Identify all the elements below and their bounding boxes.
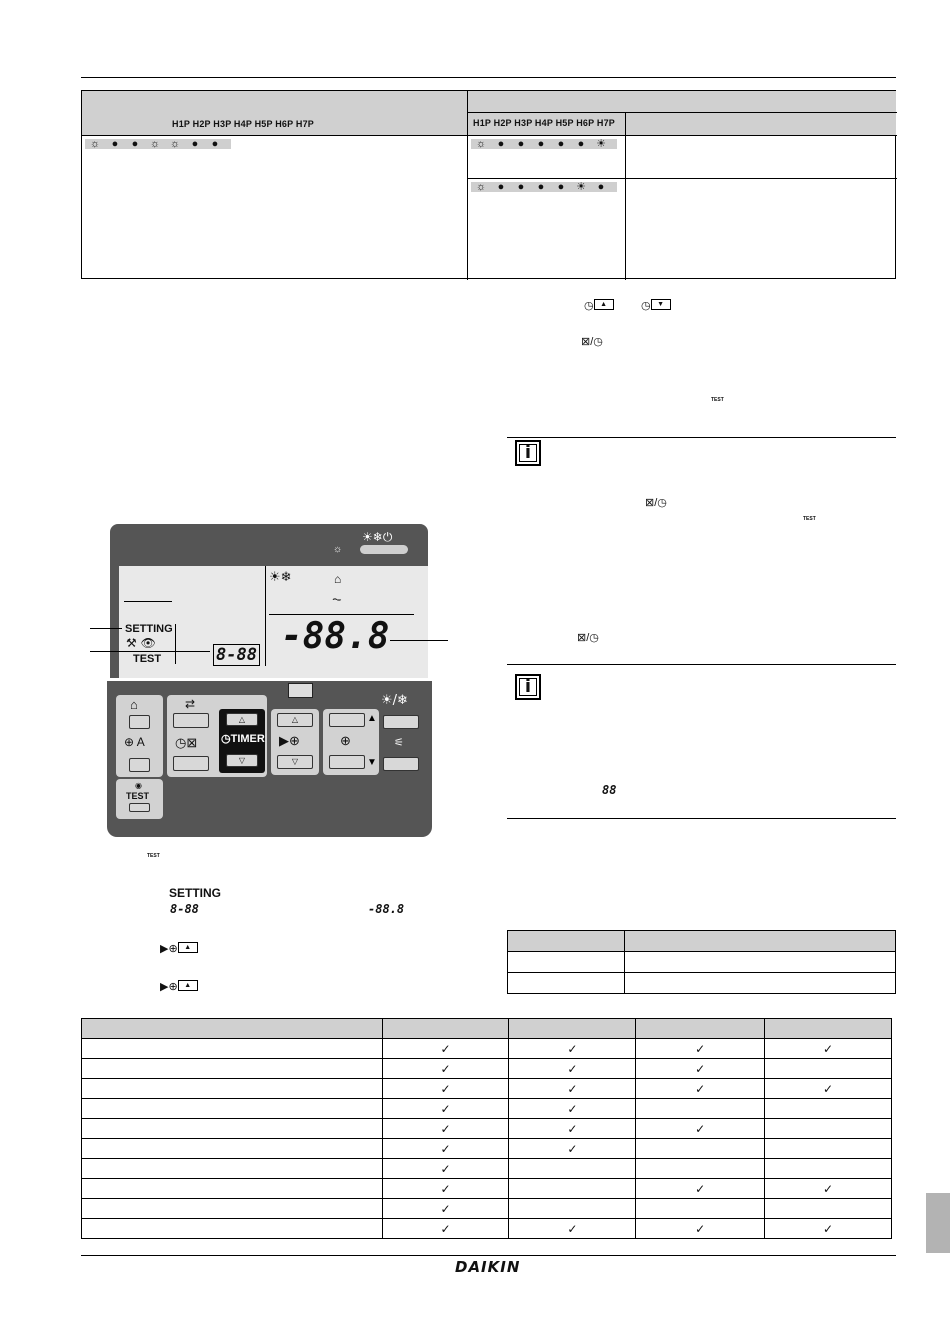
setback-button[interactable]	[173, 713, 209, 728]
big-display-note: -88.8	[368, 902, 405, 916]
wrench-eye-icon: ⚒ 👁	[126, 636, 156, 650]
timer-down-button[interactable]: ▽	[226, 754, 258, 767]
setback-icon: ⇄	[185, 697, 196, 711]
chapter-tab	[926, 1193, 950, 1253]
onoff-button[interactable]	[360, 545, 408, 554]
shower-icon: ⚟	[394, 737, 404, 749]
water-temp-up-glyph-2: ▶⊕ ▲	[160, 977, 198, 995]
led-h2p: ●	[497, 181, 505, 193]
water-temp-key-group	[271, 709, 319, 775]
led-h1p: ☼	[475, 181, 487, 193]
test-key-group	[116, 779, 163, 819]
water-temp-icon: ▶⊕	[160, 943, 178, 955]
water-temp-down-button[interactable]: ▽	[277, 755, 313, 769]
led-h1p: ☼	[475, 138, 487, 150]
table-row: ✓ ✓ ✓ ✓	[82, 1039, 892, 1059]
led-status-table	[81, 90, 896, 279]
heat-cool-icon: ☀/❄	[381, 693, 408, 708]
left-header-cell	[82, 91, 467, 135]
description-header-cell	[626, 113, 896, 135]
small-display-box	[213, 644, 260, 666]
table-row: ✓ ✓	[82, 1099, 892, 1119]
water-temp-up-button[interactable]: △	[277, 713, 313, 727]
table-row: ✓	[82, 1199, 892, 1219]
led-h4p: ●	[537, 181, 545, 193]
hot-water-button[interactable]	[383, 757, 419, 771]
test-small-icon-note: TEST	[147, 853, 160, 859]
timer-key-group	[167, 695, 267, 777]
right-header-cell	[468, 91, 896, 112]
timer-block	[219, 709, 265, 773]
right-led-header: H1P H2P H3P H4P H5P H6P H7P	[473, 118, 615, 128]
led-h3p: ●	[131, 138, 139, 150]
table-row: ✓	[82, 1159, 892, 1179]
led-h3p: ●	[517, 181, 525, 193]
test-label: TEST	[133, 653, 162, 665]
small-table	[507, 930, 896, 994]
table-row: ✓ ✓	[82, 1139, 892, 1159]
timer-up-button[interactable]: △	[226, 713, 258, 726]
feature-table	[81, 1018, 892, 1239]
up-button-icon: ▲	[594, 299, 614, 310]
left-led-strip	[85, 139, 231, 149]
table-row: ✓ ✓ ✓	[82, 1059, 892, 1079]
up-arrow-icon: ▲	[367, 713, 377, 724]
setting-note: SETTING	[169, 886, 222, 900]
heater-icon: ⏦	[332, 592, 342, 606]
timer-up-glyph	[584, 296, 614, 314]
small-display-note: 8-88	[170, 902, 199, 916]
test-small-icon-info1: TEST	[803, 516, 816, 522]
test-button[interactable]	[129, 803, 150, 812]
room-temp-up-button[interactable]	[329, 713, 365, 727]
led-h5p: ☼	[169, 138, 181, 150]
controller-keypad	[107, 681, 432, 837]
water-temp-icon: ▶⊕	[160, 981, 178, 993]
test-button-label: TEST	[126, 791, 150, 801]
house-icon: ⌂	[130, 697, 138, 712]
thermometer-icon: ⊕	[340, 733, 351, 748]
timer-down-glyph	[641, 296, 671, 314]
center-key[interactable]	[288, 683, 313, 698]
house-icon: ⌂	[334, 572, 342, 586]
led-h7p: ☀	[596, 138, 606, 150]
thermo-auto-icon: ⊕ A	[124, 735, 145, 749]
timer-label: ◷TIMER	[221, 733, 265, 745]
small-display: 8-88	[216, 645, 257, 665]
clock-reset-icon: ◷⊠	[175, 735, 198, 750]
eye-icon: ◉	[135, 781, 142, 790]
led-h2p: ●	[111, 138, 119, 150]
led-h6p: ☀	[576, 181, 586, 193]
room-temp-down-button[interactable]	[329, 755, 365, 769]
left-led-header: H1P H2P H3P H4P H5P H6P H7P	[172, 119, 314, 129]
led-h5p: ●	[557, 138, 565, 150]
info-icon: i	[515, 674, 541, 700]
reset-glyph-info1: ⊠/◷	[645, 497, 667, 509]
table-row: ✓ ✓ ✓ ✓	[82, 1219, 892, 1239]
info-icon: i	[515, 440, 541, 466]
led-h1p: ☼	[89, 138, 101, 150]
table-row: ✓ ✓ ✓	[82, 1179, 892, 1199]
lcd-screen	[119, 566, 428, 678]
led-h6p: ●	[577, 138, 585, 150]
header-rule	[81, 77, 896, 78]
room-temp-key-group	[323, 709, 379, 775]
heat-cool-power-icon: ☀❄⏻	[362, 530, 393, 544]
clock-icon: ◷	[584, 300, 594, 312]
reset-glyph: ⊠/◷	[581, 336, 603, 348]
led-h7p: ●	[597, 181, 605, 193]
led-h3p: ●	[517, 138, 525, 150]
clock-icon: ◷	[641, 300, 651, 312]
led-h4p: ●	[537, 138, 545, 150]
led-h4p: ☼	[149, 138, 161, 150]
water-temp-up-glyph-1: ▶⊕ ▲	[160, 939, 198, 957]
reset-button[interactable]	[173, 756, 209, 771]
right-led-strip-2	[471, 182, 617, 192]
auto-button[interactable]	[129, 758, 150, 772]
heat-cool-icon: ☀❄	[269, 570, 292, 585]
daikin-logo: DAIKIN	[455, 1258, 521, 1276]
led-h5p: ●	[557, 181, 565, 193]
table-row: ✓ ✓ ✓	[82, 1119, 892, 1139]
house-button[interactable]	[129, 715, 150, 729]
led-h6p: ●	[191, 138, 199, 150]
big-display: -88.8	[281, 616, 390, 657]
led-h7p: ●	[211, 138, 219, 150]
mode-button[interactable]	[383, 715, 419, 729]
water-temp-icon: ▶⊕	[279, 733, 300, 748]
right-subheader-cell	[468, 113, 625, 135]
setting-label: SETTING	[125, 623, 173, 635]
right-led-strip-1	[471, 139, 617, 149]
table-row: ✓ ✓ ✓ ✓	[82, 1079, 892, 1099]
footer-rule	[81, 1255, 896, 1256]
test-small-icon: TEST	[711, 397, 724, 403]
led-h2p: ●	[497, 138, 505, 150]
reset-glyph-info1b: ⊠/◷	[577, 632, 599, 644]
info2-display-88: 88	[602, 783, 617, 797]
lamp-icon: ☼	[333, 544, 343, 555]
left-key-group	[116, 695, 163, 777]
down-button-icon: ▼	[651, 299, 671, 310]
down-arrow-icon: ▼	[367, 757, 377, 768]
